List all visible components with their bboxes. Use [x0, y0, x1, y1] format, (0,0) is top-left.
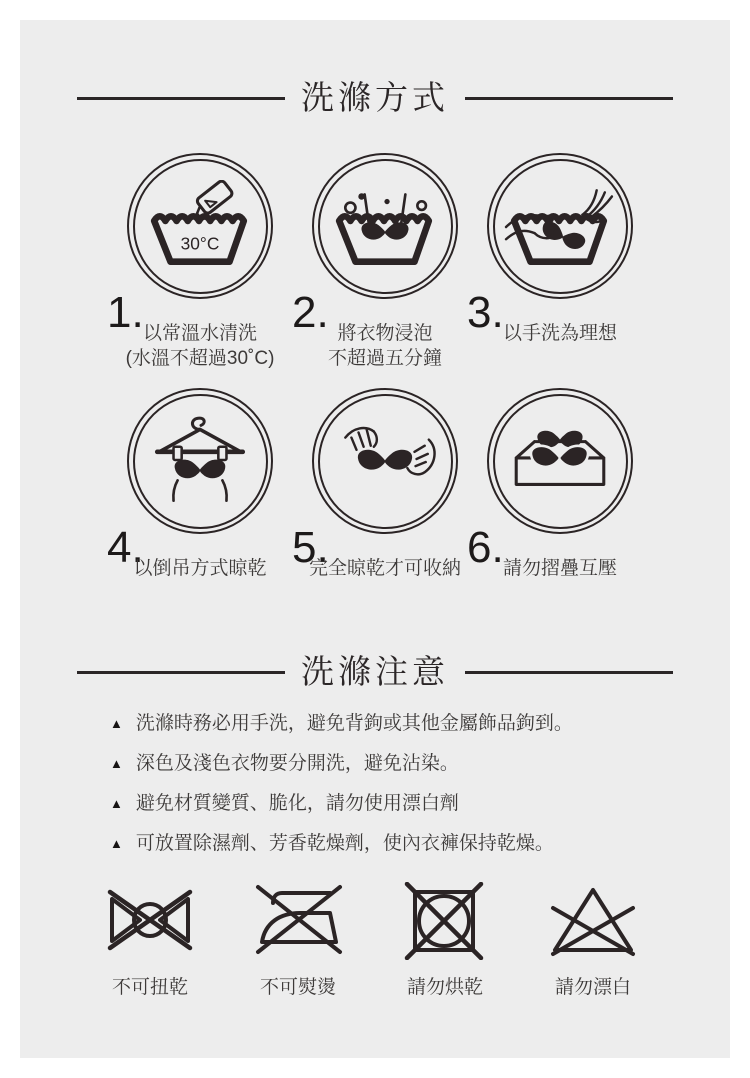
step-caption-line: 以手洗為理想 [502, 323, 617, 344]
wash-basin-30c-icon [144, 180, 256, 272]
step-number: 5. [292, 523, 329, 572]
note-item [110, 752, 710, 776]
do-not-bleach-icon [547, 882, 639, 960]
note-text: 可放置除濕劑、芳香乾燥劑，使內衣褲保持乾燥。 [135, 833, 554, 854]
care-symbol-bleach [518, 882, 668, 999]
step-circle [127, 153, 273, 299]
note-text: 避免材質變質、脆化，請勿使用漂白劑 [135, 793, 459, 814]
step-circle [487, 388, 633, 534]
step-circle [312, 153, 458, 299]
step-circle-inner [493, 394, 628, 529]
do-not-tumble-dry-icon [399, 882, 491, 960]
header-rule-left [77, 671, 285, 674]
hand-wash-icon [504, 180, 616, 272]
step-caption [465, 321, 655, 346]
care-symbol-label: 請勿烘乾 [406, 977, 483, 998]
hang-dry-upside-down-icon [144, 415, 256, 507]
step-circle [312, 388, 458, 534]
step-caption-line: 不超過五分鐘 [327, 348, 442, 369]
fully-dry-before-storing-icon [329, 415, 441, 507]
step-wash-30c [105, 153, 295, 383]
care-symbol-label: 不可熨燙 [259, 977, 336, 998]
step-caption-line: (水溫不超過30˚C) [125, 348, 275, 369]
triangle-bullet-icon: ▲ [110, 836, 123, 851]
step-caption-line: 以常溫水清洗 [142, 323, 257, 344]
care-symbol-label: 不可扭乾 [111, 977, 188, 998]
wash-method-header [20, 76, 730, 120]
do-not-wring-icon [104, 882, 196, 960]
step-number: 3. [467, 288, 504, 337]
note-item [110, 792, 710, 816]
step-caption [290, 556, 480, 581]
basin-temperature-label: 30°C [180, 233, 220, 254]
step-circle [487, 153, 633, 299]
do-not-fold-stack-icon [504, 415, 616, 507]
step-caption-line: 將衣物浸泡 [337, 323, 433, 344]
step-circle-inner [493, 159, 628, 294]
note-text: 洗滌時務必用手洗，避免背鉤或其他金屬飾品鉤到。 [135, 713, 573, 734]
step-caption-line: 以倒吊方式晾乾 [133, 558, 267, 579]
triangle-bullet-icon: ▲ [110, 756, 123, 771]
step-soak [290, 153, 480, 383]
step-number: 1. [107, 288, 144, 337]
care-instructions-panel [20, 20, 730, 1058]
step-hand-wash [465, 153, 655, 383]
note-item [110, 832, 710, 856]
step-caption [105, 556, 295, 581]
step-circle-inner [133, 394, 268, 529]
step-number: 2. [292, 288, 329, 337]
step-caption [105, 321, 295, 371]
wash-notes-title: 洗滌注意 [301, 653, 449, 690]
wash-method-title: 洗滌方式 [301, 79, 449, 116]
step-no-stacking [465, 388, 655, 618]
note-text: 深色及淺色衣物要分開洗，避免沾染。 [135, 753, 459, 774]
step-store-dry [290, 388, 480, 618]
note-item [110, 712, 710, 736]
triangle-bullet-icon: ▲ [110, 716, 123, 731]
care-symbol-label: 請勿漂白 [554, 977, 631, 998]
care-symbols-row [20, 882, 730, 1042]
step-circle-inner [318, 159, 453, 294]
care-symbol-iron [223, 882, 373, 999]
step-number: 4. [107, 523, 144, 572]
care-symbol-tumble-dry [370, 882, 520, 999]
header-rule-right [465, 97, 673, 100]
do-not-iron-icon [252, 882, 344, 960]
wash-notes-list [110, 712, 710, 872]
step-caption [465, 556, 655, 581]
step-number: 6. [467, 523, 504, 572]
step-hang-dry [105, 388, 295, 618]
step-circle [127, 388, 273, 534]
wash-notes-header [20, 650, 730, 694]
step-caption [290, 321, 480, 371]
header-rule-right [465, 671, 673, 674]
soak-garment-icon [329, 180, 441, 272]
step-circle-inner [318, 394, 453, 529]
triangle-bullet-icon: ▲ [110, 796, 123, 811]
step-circle-inner [133, 159, 268, 294]
step-caption-line: 請勿摺疊互壓 [502, 558, 617, 579]
step-caption-line: 完全晾乾才可收納 [308, 558, 461, 579]
header-rule-left [77, 97, 285, 100]
care-symbol-wring [75, 882, 225, 999]
